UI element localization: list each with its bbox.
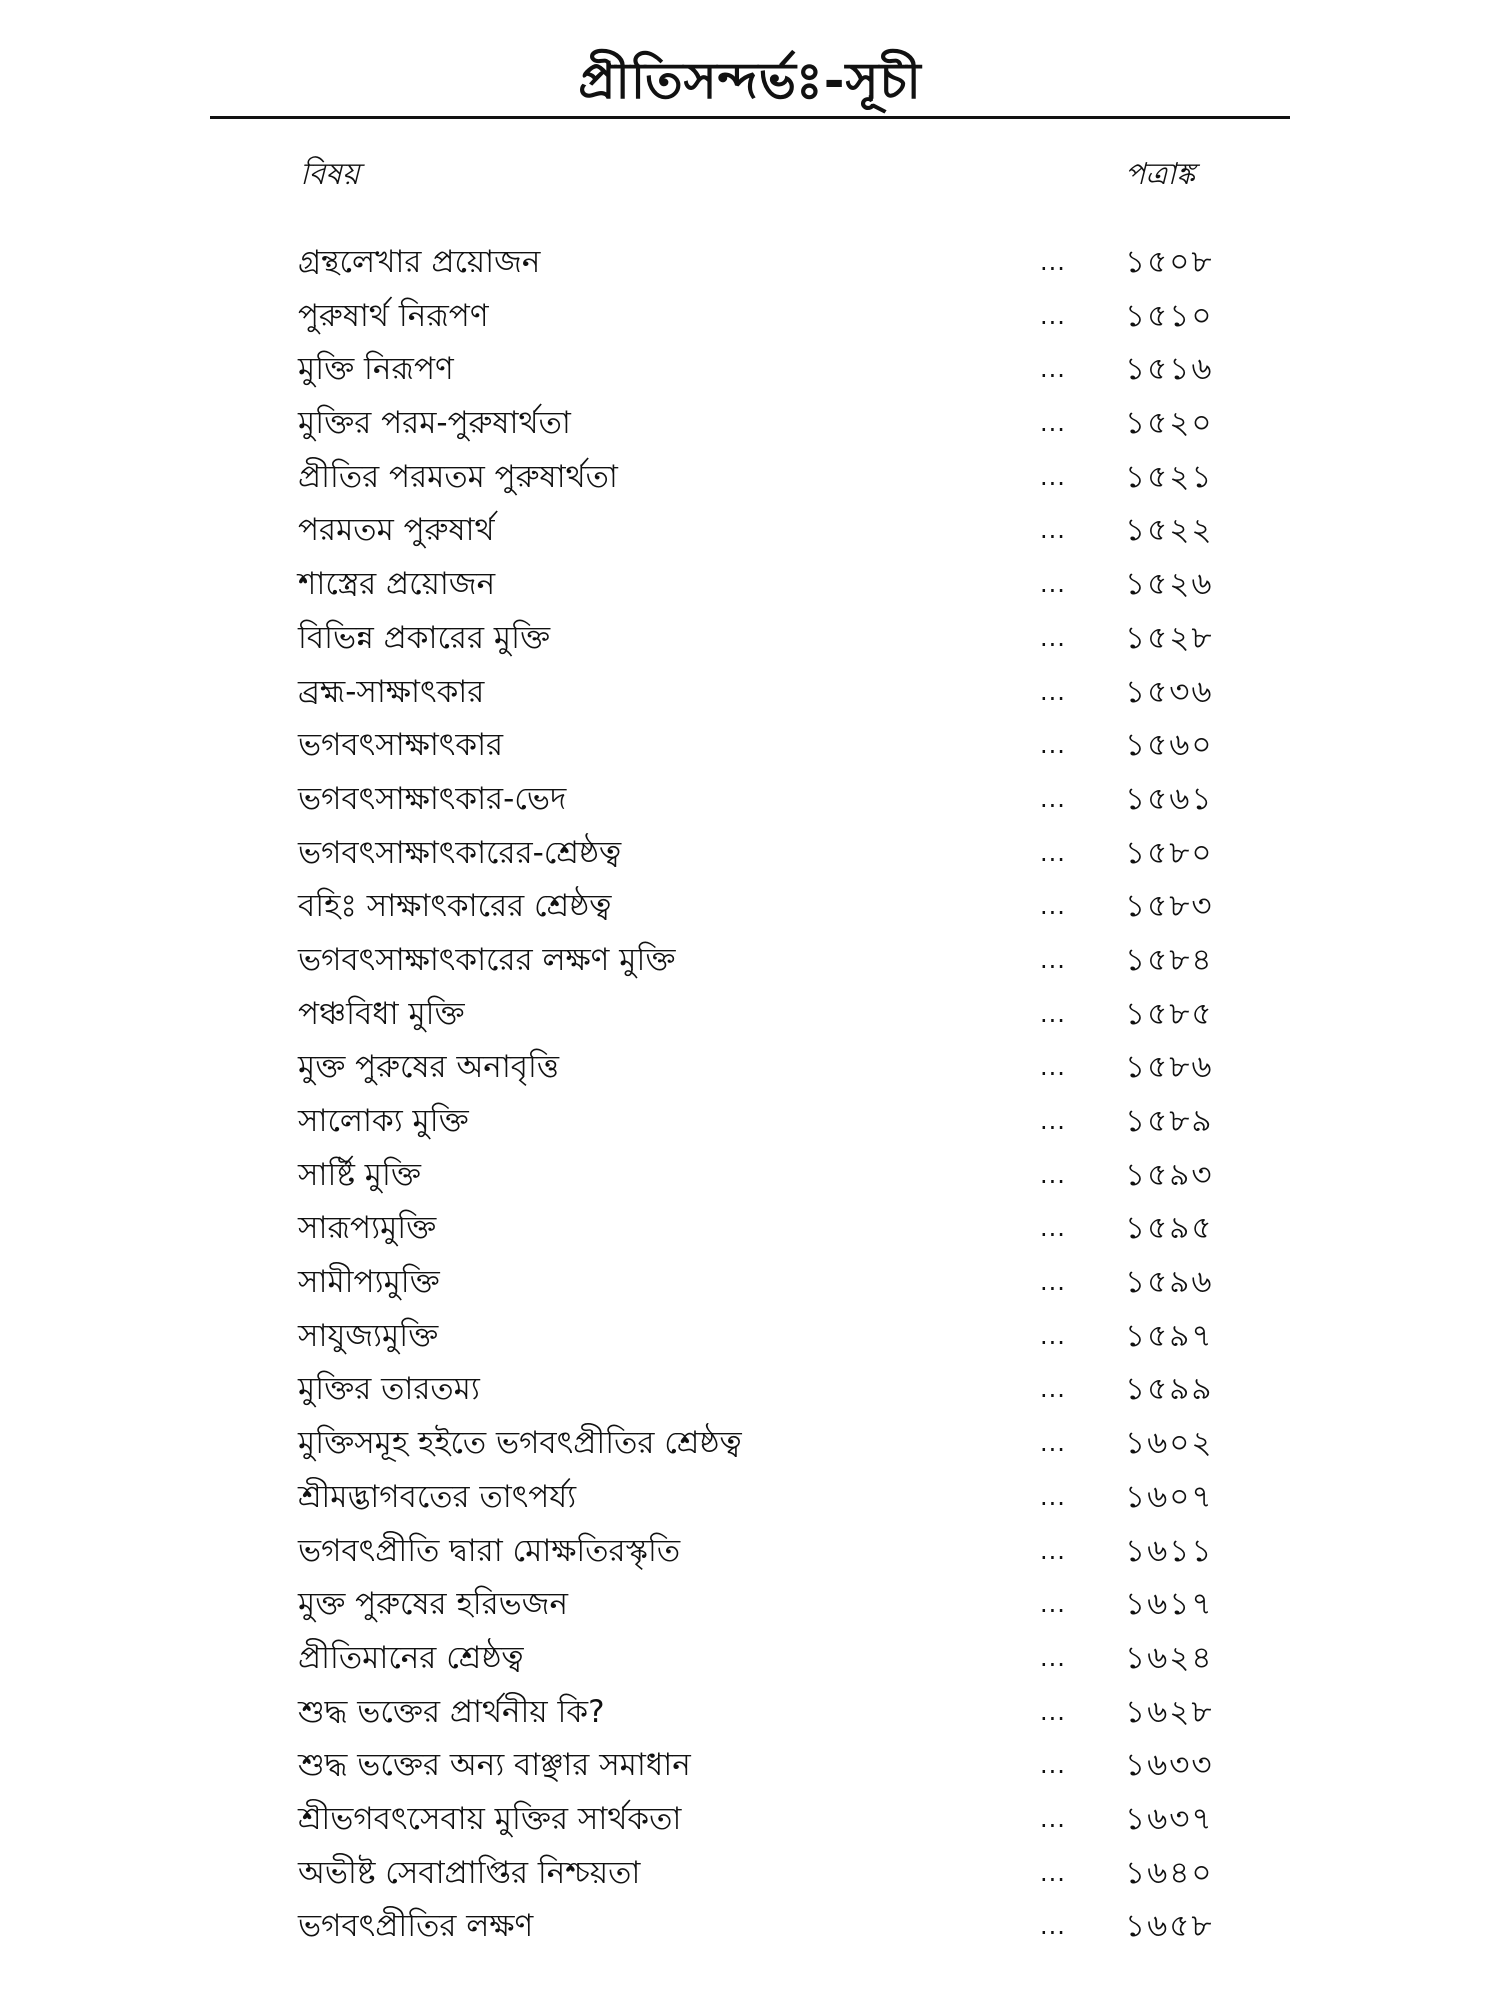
toc-entry-title: ভগবৎপ্রীতি দ্বারা মোক্ষতিরস্কৃতি [298,1532,681,1569]
toc-entry-title: শাস্ত্রের প্রয়োজন [298,566,496,603]
toc-entry [0,988,1500,1042]
toc-entry-page-number: ১৫৮৫ [1125,995,1214,1032]
toc-entry-page-number: ১৫৯৫ [1125,1210,1214,1247]
toc-entry-title: মুক্ত পুরুষের হরিভজন [298,1586,569,1623]
toc-entry-page-number: ১৫৬০ [1125,727,1214,764]
toc-entry-page-number: ১৬৩৩ [1125,1747,1214,1784]
toc-entry [0,397,1500,451]
toc-entry-page-number: ১৫৯৭ [1125,1317,1214,1354]
toc-entry [0,1041,1500,1095]
toc-entry-page-number: ১৫২০ [1125,405,1214,442]
toc-entry-page-number: ১৫৩৬ [1125,673,1214,710]
toc-entry-leader: ... [1040,1482,1066,1511]
toc-entry-title: অভীষ্ট সেবাপ্রাপ্তির নিশ্চয়তা [298,1854,641,1891]
toc-entry-page-number: ১৫৮০ [1125,834,1214,871]
toc-entry-title: শ্রীমদ্ভাগবতের তাৎপর্য্য [298,1478,577,1515]
toc-entry [0,719,1500,773]
toc-entry-title: বিভিন্ন প্রকারের মুক্তি [298,619,551,656]
toc-entry-leader: ... [1040,1912,1066,1941]
toc-entry-leader: ... [1040,462,1066,491]
toc-entry-title: শুদ্ধ ভক্তের প্রার্থনীয় কি? [298,1693,605,1730]
toc-entry-page-number: ১৫৯৯ [1125,1371,1214,1408]
toc-entry [0,1417,1500,1471]
toc-entry [0,1847,1500,1901]
toc-entry-page-number: ১৫৮৯ [1125,1103,1214,1139]
toc-entry-title: প্রীতিমানের শ্রেষ্ঠত্ব [298,1639,524,1676]
toc-entry-page-number: ১৫৮৬ [1125,1049,1214,1086]
toc-entry-title: ভগবৎসাক্ষাৎকারের-শ্রেষ্ঠত্ব [298,834,622,871]
toc-entry-title: সালোক্য মুক্তি [298,1103,469,1139]
toc-entry-page-number: ১৬০৭ [1125,1478,1214,1515]
toc-entry-page-number: ১৬২৮ [1125,1693,1214,1730]
toc-entry [0,343,1500,397]
toc-entry-page-number: ১৬৫৮ [1125,1908,1214,1945]
toc-entry-title: পুরুষার্থ নিরূপণ [298,297,489,334]
toc-entry-title: শুদ্ধ ভক্তের অন্য বাঞ্ছার সমাধান [298,1747,691,1784]
toc-entry-leader: ... [1040,1590,1066,1619]
toc-entry [0,612,1500,666]
toc-entry [0,1578,1500,1632]
toc-entry [0,827,1500,881]
toc-entry-title: সামীপ্যমুক্তি [298,1264,440,1301]
toc-entry-title: মুক্ত পুরুষের অনাবৃত্তি [298,1049,560,1086]
toc-entry [0,1363,1500,1417]
toc-entry-page-number: ১৫১০ [1125,297,1214,334]
toc-entry-page-number: ১৬৩৭ [1125,1800,1214,1837]
toc-entry-leader: ... [1040,516,1066,545]
toc-entry-leader: ... [1040,1751,1066,1780]
toc-entry [0,773,1500,827]
toc-entry-page-number: ১৫৬১ [1125,780,1214,817]
toc-entry-page-number: ১৫২৮ [1125,619,1214,656]
toc-entry [0,504,1500,558]
toc-entry-leader: ... [1040,623,1066,652]
toc-entry-title: মুক্তি নিরূপণ [298,351,454,388]
toc-entry [0,1149,1500,1203]
toc-entry [0,1632,1500,1686]
toc-entry-page-number: ১৫৯৩ [1125,1156,1214,1193]
toc-entry-page-number: ১৫৮৩ [1125,888,1214,925]
toc-entry-page-number: ১৫২২ [1125,512,1214,549]
column-header-subject: বিষয় [300,157,360,192]
toc-entry [0,558,1500,612]
toc-entry [0,666,1500,720]
toc-entry-title: ভগবৎপ্রীতির লক্ষণ [298,1908,534,1945]
toc-entry-leader: ... [1040,999,1066,1028]
toc-entry-page-number: ১৫১৬ [1125,351,1214,388]
toc-entry-leader: ... [1040,677,1066,706]
toc-entry-leader: ... [1040,1214,1066,1243]
toc-entry [0,934,1500,988]
toc-entry [0,236,1500,290]
toc-entry-leader: ... [1040,1429,1066,1458]
toc-entry [0,1686,1500,1740]
toc-entry-title: পঞ্চবিধা মুক্তি [298,995,465,1032]
toc-entry [0,1095,1500,1149]
toc-entry [0,1793,1500,1847]
title-rule [210,116,1290,119]
toc-entry-page-number: ১৬২৪ [1125,1639,1214,1676]
toc-entry-leader: ... [1040,784,1066,813]
toc-entry-title: মুক্তিসমূহ হইতে ভগবৎপ্রীতির শ্রেষ্ঠত্ব [298,1425,742,1462]
toc-entry-title: ব্রহ্ম-সাক্ষাৎকার [298,673,485,710]
toc-entry-page-number: ১৫২৬ [1125,566,1214,603]
toc-entry [0,1256,1500,1310]
toc-entry-title: ভগবৎসাক্ষাৎকার [298,727,504,764]
toc-entry-leader: ... [1040,570,1066,599]
toc-entry-leader: ... [1040,1160,1066,1189]
toc-entry-leader: ... [1040,301,1066,330]
toc-entry-leader: ... [1040,892,1066,921]
column-header-page: পত্রাঙ্ক [1125,157,1195,192]
toc-entry-page-number: ১৫০৮ [1125,244,1214,280]
toc-entry [0,1310,1500,1364]
toc-entry-leader: ... [1040,945,1066,974]
toc-entry-leader: ... [1040,248,1066,276]
toc-entry-leader: ... [1040,409,1066,438]
toc-entry-page-number: ১৫৯৬ [1125,1264,1214,1301]
toc-entry-leader: ... [1040,1375,1066,1404]
toc-entry-page-number: ১৬০২ [1125,1425,1214,1462]
toc-list [0,236,1500,1954]
toc-entry-page-number: ১৫২১ [1125,458,1214,495]
toc-entry-title: ভগবৎসাক্ষাৎকার-ভেদ [298,780,567,817]
toc-entry-leader: ... [1040,1643,1066,1672]
toc-entry-page-number: ১৫৮৪ [1125,941,1214,978]
toc-entry-title: সারূপ্যমুক্তি [298,1210,437,1247]
toc-entry-leader: ... [1040,1321,1066,1350]
toc-entry-title: সার্ষ্টি মুক্তি [298,1156,421,1193]
toc-entry [0,1202,1500,1256]
toc-entry-title: প্রীতির পরমতম পুরুষার্থতা [298,458,618,495]
toc-entry-title: বহিঃ সাক্ষাৎকারের শ্রেষ্ঠত্ব [298,888,612,925]
toc-entry-title: শ্রীভগবৎসেবায় মুক্তির সার্থকতা [298,1800,682,1837]
toc-entry-title: গ্রন্থলেখার প্রয়োজন [298,244,541,280]
toc-entry-page-number: ১৬১১ [1125,1532,1214,1569]
toc-entry-leader: ... [1040,838,1066,867]
toc-entry [0,1900,1500,1954]
toc-entry-title: মুক্তির পরম-পুরুষার্থতা [298,405,571,442]
toc-entry-leader: ... [1040,731,1066,760]
toc-entry [0,451,1500,505]
page-title: প্রীতিসন্দর্ভঃ-সূচী [578,52,922,110]
toc-entry-leader: ... [1040,1858,1066,1887]
toc-entry [0,1471,1500,1525]
toc-entry-leader: ... [1040,355,1066,384]
toc-entry [0,290,1500,344]
toc-entry-title: সাযুজ্যমুক্তি [298,1317,439,1354]
toc-entry-page-number: ১৬১৭ [1125,1586,1214,1623]
toc-entry-leader: ... [1040,1697,1066,1726]
toc-entry [0,1525,1500,1579]
toc-entry-leader: ... [1040,1536,1066,1565]
toc-entry-title: মুক্তির তারতম্য [298,1371,480,1408]
toc-entry-leader: ... [1040,1804,1066,1833]
toc-entry-leader: ... [1040,1268,1066,1297]
toc-entry-title: পরমতম পুরুষার্থ [298,512,495,549]
toc-entry [0,880,1500,934]
toc-entry [0,1739,1500,1793]
toc-entry-leader: ... [1040,1053,1066,1082]
toc-entry-title: ভগবৎসাক্ষাৎকারের লক্ষণ মুক্তি [298,941,676,978]
toc-entry-leader: ... [1040,1107,1066,1135]
toc-entry-page-number: ১৬৪০ [1125,1854,1214,1891]
